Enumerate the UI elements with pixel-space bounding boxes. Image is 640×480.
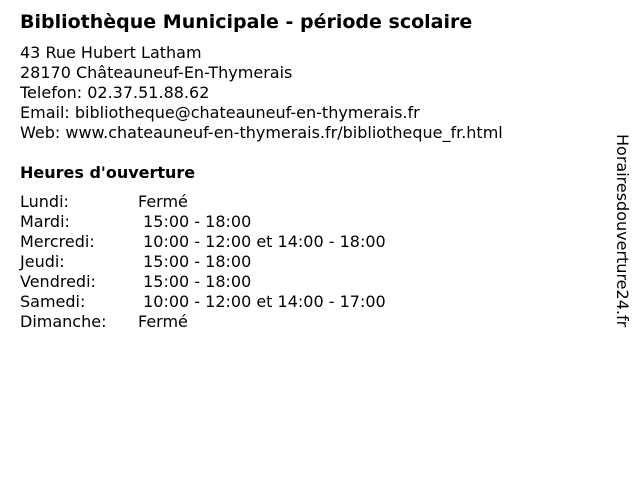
email-address: Email: bibliotheque@chateauneuf-en-thymerais.fr <box>20 103 420 122</box>
time-value: Fermé <box>138 192 188 211</box>
day-label: Jeudi: <box>20 252 65 271</box>
opening-hours-table <box>20 192 600 332</box>
page-title: Bibliothèque Municipale - période scolaire <box>20 11 473 33</box>
day-label: Vendredi: <box>20 272 96 291</box>
time-value: 15:00 - 18:00 <box>138 252 252 271</box>
website-address: Web: www.chateauneuf-en-thymerais.fr/bibliotheque_fr.html <box>20 123 503 142</box>
day-label: Mercredi: <box>20 232 95 251</box>
library-card <box>20 9 600 332</box>
hours-row-lundi <box>20 192 600 212</box>
time-value: 10:00 - 12:00 et 14:00 - 17:00 <box>138 292 386 311</box>
day-label: Samedi: <box>20 292 86 311</box>
hours-row-samedi <box>20 292 600 312</box>
day-label: Dimanche: <box>20 312 107 331</box>
hours-row-mardi <box>20 212 600 232</box>
opening-hours-heading: Heures d'ouverture <box>20 163 196 182</box>
hours-row-vendredi <box>20 272 600 292</box>
time-value: 15:00 - 18:00 <box>138 212 252 231</box>
time-value: 15:00 - 18:00 <box>138 272 252 291</box>
site-watermark: Horairesdouverture24.fr <box>613 134 632 328</box>
time-value: Fermé <box>138 312 188 331</box>
phone-number: Telefon: 02.37.51.88.62 <box>20 83 210 102</box>
hours-row-mercredi <box>20 232 600 252</box>
contact-info <box>20 43 600 143</box>
hours-row-jeudi <box>20 252 600 272</box>
time-value: 10:00 - 12:00 et 14:00 - 18:00 <box>138 232 386 251</box>
day-label: Lundi: <box>20 192 69 211</box>
address-line-city: 28170 Châteauneuf-En-Thymerais <box>20 63 293 82</box>
day-label: Mardi: <box>20 212 70 231</box>
hours-row-dimanche <box>20 312 600 332</box>
address-line-street: 43 Rue Hubert Latham <box>20 43 202 62</box>
